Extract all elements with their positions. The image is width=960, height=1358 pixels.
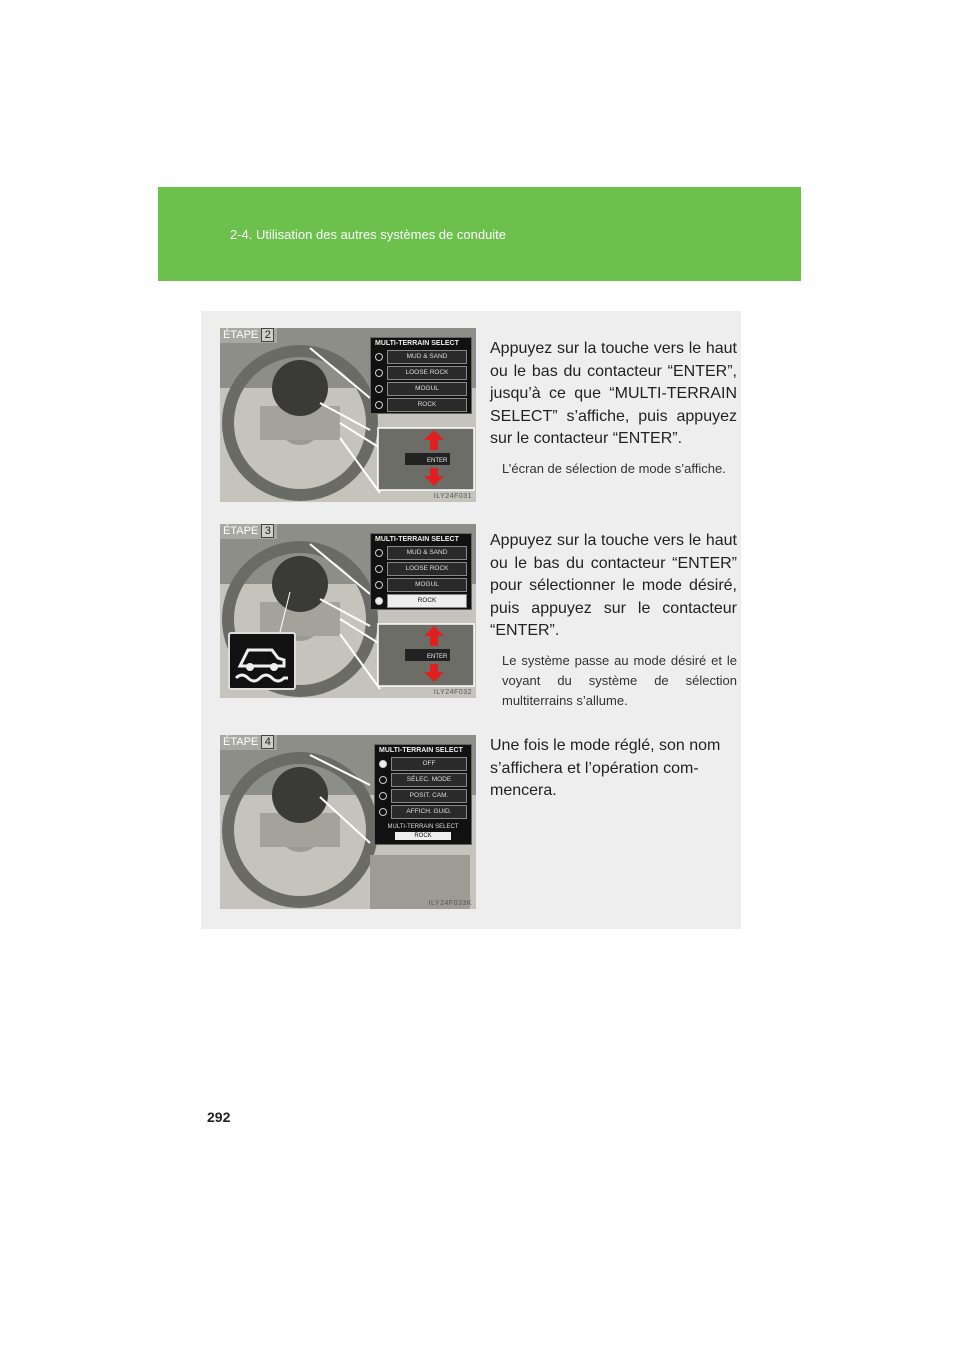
radio-icon <box>379 792 387 800</box>
menu-item[interactable] <box>371 381 471 397</box>
menu-item-label: MOGUL <box>387 578 467 592</box>
menu-item-label: ROCK <box>387 594 467 608</box>
step-text <box>490 338 737 479</box>
step-number: 2 <box>261 328 274 342</box>
step-note: L’écran de sélection de mode s’affiche. <box>502 460 726 476</box>
step-label: ÉTAPE <box>223 525 259 537</box>
radio-icon <box>379 808 387 816</box>
multi-terrain-menu <box>370 337 472 414</box>
section-title: 2-4. Utilisation des autres systèmes de conduite <box>230 227 507 242</box>
step-number: 4 <box>261 735 274 749</box>
terrain-indicator <box>228 632 296 690</box>
radio-selected-icon <box>379 760 387 768</box>
menu-item-label: MOGUL <box>387 382 467 396</box>
image-code: ILY24F033K <box>428 900 472 907</box>
step-label: ÉTAPE <box>223 329 259 341</box>
menu-item[interactable] <box>371 561 471 577</box>
section-header <box>158 187 801 281</box>
step-text <box>490 735 737 803</box>
menu-item-label: AFFICH. GUID. <box>391 805 467 819</box>
radio-selected-icon <box>375 597 383 605</box>
page-number: 292 <box>207 1109 231 1125</box>
menu-title: MULTI-TERRAIN SELECT <box>375 340 459 347</box>
step-badge <box>220 524 277 539</box>
step-badge <box>220 328 277 343</box>
menu-item[interactable] <box>371 577 471 593</box>
step-instruction: Une fois le mode réglé, son nom s’affichera et l’opération com-mencera. <box>490 737 721 800</box>
radio-icon <box>375 369 383 377</box>
step-text <box>490 530 737 711</box>
menu-item-label: POSIT. CAM. <box>391 789 467 803</box>
image-code: ILY24F031 <box>433 493 472 500</box>
radio-icon <box>379 776 387 784</box>
menu-item-label: MUD & SAND <box>387 350 467 364</box>
selected-mode-value: ROCK <box>395 832 451 840</box>
radio-icon <box>375 353 383 361</box>
dashboard-illustration <box>220 735 476 909</box>
multi-terrain-menu <box>374 744 472 845</box>
menu-item-label: OFF <box>391 757 467 771</box>
menu-item-label: LOOSE ROCK <box>387 366 467 380</box>
menu-title: MULTI-TERRAIN SELECT <box>379 747 463 754</box>
step-label: ÉTAPE <box>223 736 259 748</box>
step-4 <box>220 735 737 915</box>
step-instruction: Appuyez sur la touche vers le haut ou le bas du contacteur “ENTER”, jusqu’à ce que “MULTI-TERRAIN SELECT” s’affiche, puis appuyez sur le contacteur “ENTER”. <box>490 340 737 448</box>
menu-item[interactable] <box>371 545 471 561</box>
steps-panel <box>201 311 741 929</box>
menu-item[interactable] <box>375 804 471 820</box>
menu-item[interactable] <box>371 365 471 381</box>
multi-terrain-menu <box>370 533 472 610</box>
radio-icon <box>375 549 383 557</box>
image-code: ILY24F032 <box>433 689 472 696</box>
menu-item-label: MUD & SAND <box>387 546 467 560</box>
selected-mode-title: MULTI-TERRAIN SELECT <box>387 824 459 830</box>
menu-title: MULTI-TERRAIN SELECT <box>375 536 459 543</box>
menu-item-label: ROCK <box>387 398 467 412</box>
menu-item-selected[interactable] <box>371 593 471 609</box>
menu-item-label: SÉLEC. MODE <box>391 773 467 787</box>
menu-item[interactable] <box>375 772 471 788</box>
menu-item-label: LOOSE ROCK <box>387 562 467 576</box>
radio-icon <box>375 401 383 409</box>
step-3 <box>220 524 737 708</box>
step-2 <box>220 328 737 508</box>
step-instruction: Appuyez sur la touche vers le haut ou le bas du contacteur “ENTER” pour sélectionner le mode désiré, puis appuyez sur le contacteur “ENTER”. <box>490 532 737 640</box>
radio-icon <box>375 581 383 589</box>
off-road-vehicle-icon <box>230 634 294 688</box>
menu-item[interactable] <box>371 397 471 413</box>
step-number: 3 <box>261 524 274 538</box>
radio-icon <box>375 565 383 573</box>
step-badge <box>220 735 277 750</box>
menu-item-selected[interactable] <box>375 756 471 772</box>
step-note: Le système passe au mode désiré et le voyant du système de sélection multiterrains s’allume. <box>502 652 737 708</box>
dashboard-illustration <box>220 524 476 698</box>
enter-switch-label: ENTER <box>427 654 448 660</box>
enter-switch-label: ENTER <box>427 458 448 464</box>
menu-item[interactable] <box>375 788 471 804</box>
radio-icon <box>375 385 383 393</box>
menu-item[interactable] <box>371 349 471 365</box>
dashboard-illustration <box>220 328 476 502</box>
